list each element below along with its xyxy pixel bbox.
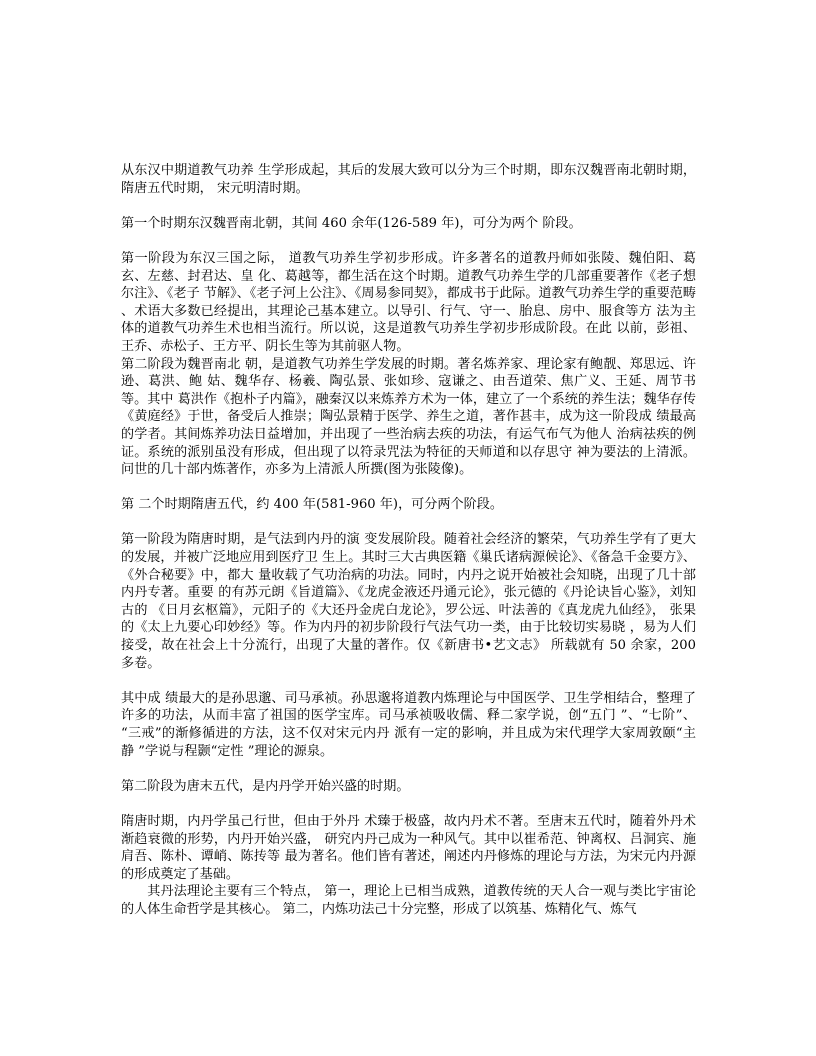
paragraph: 其丹法理论主要有三个特点， 第一，理论上已相当成熟，道教传统的天人合一观与类比宇宙论的人体生命哲学是其核心。 第二，内炼功法己十分完整，形成了以筑基、炼精化气、炼气	[121, 884, 696, 917]
paragraph: 从东汉中期道教气功养 生学形成起，其后的发展大致可以分为三个时期，即东汉魏晋南北朝时期，隋唐五代时期， 宋元明清时期。	[121, 163, 696, 196]
paragraph: 第一个时期东汉魏晋南北朝，其间 460 余年(126-589 年)，可分为两个 阶段。	[121, 215, 582, 231]
paragraph: 第二阶段为唐末五代，是内丹学开始兴盛的时期。	[121, 778, 410, 794]
paragraph: 其中成 绩最大的是孙思邈、司马承祯。孙思邈将道教内炼理论与中国医学、卫生学相结合，整理了 许多的功法，从而丰富了祖国的医学宝库。司马承祯吸收儒、释二家学说，创“五门 ”、“七阶”、“三戒”的渐修循进的方法，这不仅对宋元内丹 派有一定的影响，并且成为宋代理学大家周敦颐“主静 ”学说与程颢“定性 ”理论的源泉。	[121, 690, 696, 759]
document-text-column	[121, 162, 696, 919]
paragraph: 第一阶段为隋唐时期，是气法到内丹的演 变发展阶段。随着社会经济的繁荣，气功养生学有了更大的发展，并被广泛地应用到医疗卫 生上。其时三大古典医籍《巢氏诸病源候论》、《备急千金要方》、《外合秘要》中，都大 量收载了气功治病的功法。同时，内丹之说开始被社会知晓，出现了几十部内丹专著。重要 的有苏元朗《旨道篇》、《龙虎金液还丹通元论》，张元德的《丹论诀旨心鉴》，刘知古的 《日月玄枢篇》，元阳子的《大还丹金虎白龙论》，罗公远、叶法善的《真龙虎九仙经》， 张果的《太上九要心印妙经》等。作为内丹的初步阶段行气法气功一类，由于比较切实易晓 ，易为人们接受，故在社会上十分流行，出现了大量的著作。仅《新唐书•艺文志》 所载就有 50 余家，200 多卷。	[121, 532, 696, 671]
paragraph: 第二阶段为魏晋南北 朝，是道教气功养生学发展的时期。著名炼养家、理论家有鲍靓、郑思远、许逊、葛洪、鲍 姑、魏华存、杨羲、陶弘景、张如珍、寇谦之、由吾道荣、焦广义、王延、周节书等。其中 葛洪作《抱朴子内篇》，融秦汉以来炼养方术为一体，建立了一个系统的养生法；魏华存传 《黄庭经》于世，备受后人推崇；陶弘景精于医学、养生之道，著作甚丰，成为这一阶段成 绩最高的学者。其间炼养功法日益增加，并出现了一些治病去疾的功法，有运气布气为他人 治病祛疾的例证。系统的派别虽没有形成，但出现了以符录咒法为特征的天师道和以存思守 神为要法的上清派。问世的几十部内炼著作，亦多为上清派人所撰(图为张陵像)。	[121, 356, 696, 478]
paragraph: 第 二个时期隋唐五代，约 400 年(581-960 年)，可分两个阶段。	[121, 497, 503, 513]
paragraph: 隋唐时期，内丹学虽己行世，但由于外丹 术臻于极盛，故内丹术不著。至唐末五代时，随着外丹术渐趋衰微的形势，内丹开始兴盛， 研究内丹己成为一种风气。其中以崔希范、钟离权、吕洞宾、施肩吾、陈朴、谭峭、陈抟等 最为著名。他们皆有著述，阐述内丹修炼的理论与方法，为宋元内丹源的形成奠定了基础。	[121, 813, 696, 882]
paragraph: 第一阶段为东汉三国之际， 道教气功养生学初步形成。许多著名的道教丹师如张陵、魏伯阳、葛玄、左慈、封君达、皇 化、葛越等，都生活在这个时期。道教气功养生学的几部重要著作《老子想尔注》、《老子 节解》、《老子河上公注》、《周易参同契》，都成书于此际。道教气功养生学的重要范畴 、术语大多数已经提出，其理论己基本建立。以导引、行气、守一、胎息、房中、服食等方 法为主体的道教气功养生术也相当流行。所以说，这是道教气功养生学初步形成阶段。在此 以前，彭祖、王乔、赤松子、王方平、阴长生等为其前驱人物。	[121, 250, 696, 354]
